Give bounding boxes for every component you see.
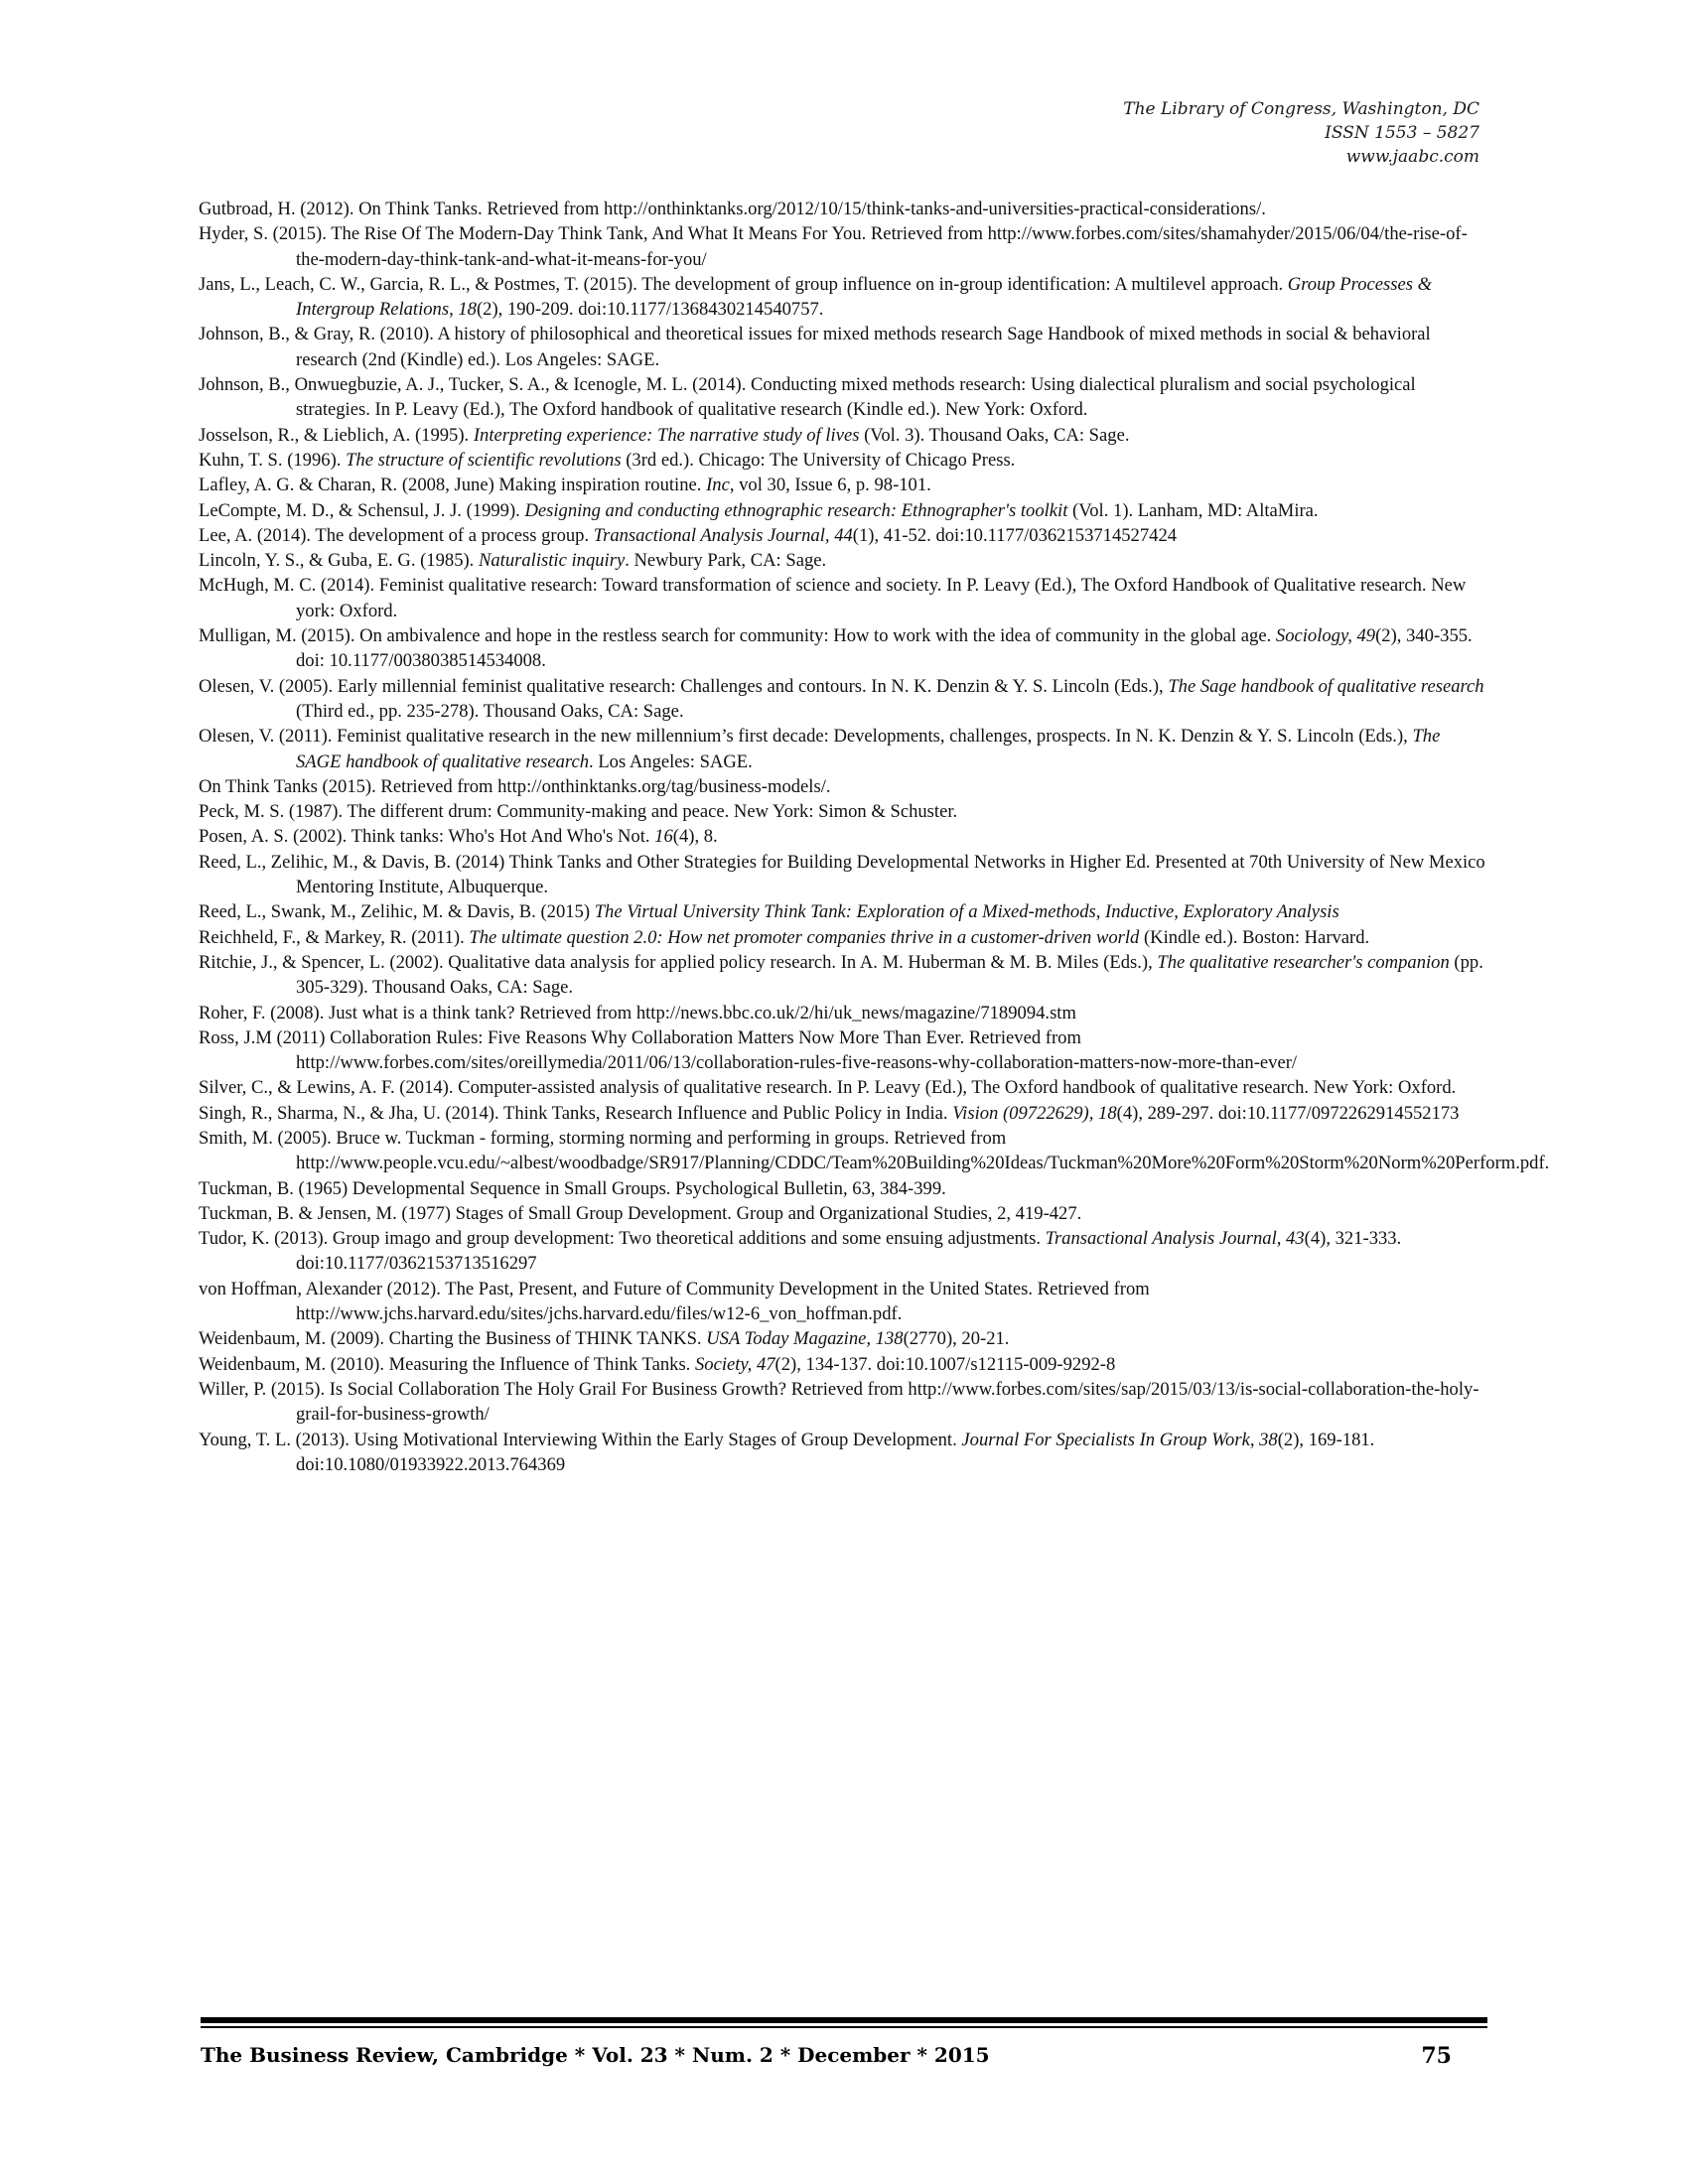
reference-text-segment: Lincoln, Y. S., & Guba, E. G. (1985). [199, 550, 479, 572]
footer-journal-citation: The Business Review, Cambridge * Vol. 23 * Num. 2 * December * 2015 [201, 2043, 990, 2067]
reference-entry [199, 950, 1489, 1001]
reference-text-segment: (1), 41-52. doi:10.1177/0362153714527424 [852, 524, 1178, 546]
reference-text-segment: (2), 190-209. doi:10.1177/1368430214540757. [476, 299, 824, 321]
reference-italic-segment: Society, 47 [694, 1353, 775, 1375]
reference-entry [199, 1428, 1489, 1478]
reference-text-segment: (2), 169-181. doi:10.1080/01933922.2013.764369 [296, 1429, 1375, 1475]
reference-text-segment: Posen, A. S. (2002). Think tanks: Who's Hot And Who's Not. [199, 826, 655, 848]
reference-text-segment: Lee, A. (2014). The development of a process group. [199, 524, 594, 546]
reference-italic-segment: Transactional Analysis Journal, 43 [1045, 1228, 1305, 1250]
reference-text-segment: (2), 134-137. doi:10.1007/s12115-009-9292-8 [774, 1353, 1116, 1375]
reference-entry [199, 423, 1489, 448]
reference-text-segment: Roher, F. (2008). Just what is a think tank? Retrieved from http://news.bbc.co.uk/2/hi/uk_news/magazine/7189094.stm [199, 1002, 1076, 1024]
reference-entry [199, 1001, 1489, 1025]
reference-text-segment: , vol 30, Issue 6, p. 98-101. [729, 475, 931, 496]
reference-entry [199, 1277, 1489, 1327]
reference-entry [199, 1101, 1489, 1126]
reference-italic-segment: Journal For Specialists In Group Work, 38 [961, 1429, 1278, 1450]
reference-text-segment: Tuckman, B. (1965) Developmental Sequence in Small Groups. Psychological Bulletin, 63, 384-399. [199, 1177, 946, 1199]
reference-text-segment: (Vol. 1). Lanham, MD: AltaMira. [1067, 499, 1319, 521]
reference-text-segment: Silver, C., & Lewins, A. F. (2014). Computer-assisted analysis of qualitative research. In P. Leavy (Ed.), The Oxford handbook of qualitative research. New York: Oxford. [199, 1077, 1457, 1099]
reference-italic-segment: The Sage handbook of qualitative research [1168, 675, 1484, 697]
reference-entry [199, 623, 1489, 674]
reference-entry [199, 1326, 1489, 1351]
reference-text-segment: Peck, M. S. (1987). The different drum: Community-making and peace. New York: Simon & Schuster. [199, 801, 958, 823]
reference-italic-segment: The SAGE handbook of qualitative research [296, 726, 1441, 772]
reference-text-segment: Johnson, B., Onwuegbuzie, A. J., Tucker, S. A., & Icenogle, M. L. (2014). Conducting mixed methods research: Using dialectical pluralism and social psychological strategies. In P. Leavy (Ed.), The Oxford handbook of qualitative research (Kindle ed.). New York: Oxford. [199, 374, 1416, 421]
reference-text-segment: Olesen, V. (2005). Early millennial feminist qualitative research: Challenges and contours. In N. K. Denzin & Y. S. Lincoln (Eds.), [199, 675, 1169, 697]
reference-text-segment: (4), 8. [672, 826, 718, 848]
reference-entry [199, 1025, 1489, 1076]
reference-entry [199, 372, 1489, 423]
reference-entry [199, 1201, 1489, 1226]
reference-text-segment: Hyder, S. (2015). The Rise Of The Modern-Day Think Tank, And What It Means For You. Retrieved from http://www.forbes.com/sites/shamahyder/2015/06/04/the-rise-of-the-modern-day-think-tank-and-what-it-means-for-you/ [199, 223, 1468, 270]
reference-text-segment: Weidenbaum, M. (2010). Measuring the Influence of Think Tanks. [199, 1353, 695, 1375]
reference-italic-segment: Vision (09722629), 18 [952, 1102, 1117, 1124]
reference-entry [199, 850, 1489, 900]
reference-text-segment: (Kindle ed.). Boston: Harvard. [1139, 926, 1370, 948]
reference-entry [199, 724, 1489, 774]
reference-italic-segment: Naturalistic inquiry [478, 550, 626, 572]
reference-entry [199, 523, 1489, 548]
reference-text-segment: Gutbroad, H. (2012). On Think Tanks. Retrieved from http://onthinktanks.org/2012/10/15/think-tanks-and-universities-practical-considerations/. [199, 199, 1266, 219]
reference-text-segment: (Vol. 3). Thousand Oaks, CA: Sage. [859, 424, 1130, 446]
reference-italic-segment: The ultimate question 2.0: How net promoter companies thrive in a customer-driven world [469, 926, 1140, 948]
reference-italic-segment: The Virtual University Think Tank: Exploration of a Mixed-methods, Inductive, Exploratory Analysis [594, 901, 1339, 923]
reference-entry [199, 498, 1489, 523]
reference-entry [199, 1352, 1489, 1377]
reference-text-segment: (2), 340-355. doi: 10.1177/0038038514534008. [296, 625, 1473, 672]
reference-entry [199, 899, 1489, 924]
reference-text-segment: Josselson, R., & Lieblich, A. (1995). [199, 424, 474, 446]
reference-italic-segment: Interpreting experience: The narrative study of lives [473, 424, 860, 446]
reference-text-segment: Olesen, V. (2011). Feminist qualitative research in the new millennium’s first decade: Developments, challenges, prospects. In N. K. Denzin & Y. S. Lincoln (Eds.), [199, 726, 1413, 748]
reference-entry [199, 221, 1489, 272]
reference-text-segment: Singh, R., Sharma, N., & Jha, U. (2014). Think Tanks, Research Influence and Public Policy in India. [199, 1102, 953, 1124]
reference-text-segment: Weidenbaum, M. (2009). Charting the Business of THINK TANKS. [199, 1328, 707, 1350]
reference-text-segment: Johnson, B., & Gray, R. (2010). A history of philosophical and theoretical issues for mixed methods research Sage Handbook of mixed methods in social & behavioral research (2nd (Kindle) ed.). Los Angeles: SAGE. [199, 324, 1431, 370]
reference-text-segment: Reichheld, F., & Markey, R. (2011). [199, 926, 470, 948]
reference-italic-segment: The qualitative researcher's companion [1157, 951, 1450, 973]
reference-italic-segment: Inc [706, 475, 730, 496]
reference-entry [199, 799, 1489, 824]
reference-text-segment: (Third ed., pp. 235-278). Thousand Oaks, CA: Sage. [296, 700, 684, 722]
reference-italic-segment: 16 [654, 826, 673, 848]
footer-rule-thick [201, 2017, 1487, 2023]
reference-text-segment: Kuhn, T. S. (1996). [199, 449, 347, 471]
reference-entry [199, 925, 1489, 950]
reference-text-segment: On Think Tanks (2015). Retrieved from http://onthinktanks.org/tag/business-models/. [199, 775, 831, 797]
reference-entry [199, 272, 1489, 323]
reference-text-segment: (4), 289-297. doi:10.1177/0972262914552173 [1116, 1102, 1460, 1124]
reference-entry [199, 1075, 1489, 1100]
reference-italic-segment: Sociology, 49 [1275, 625, 1376, 647]
running-header [1123, 97, 1479, 169]
reference-entry [199, 573, 1489, 623]
reference-text-segment: McHugh, M. C. (2014). Feminist qualitative research: Toward transformation of science and society. In P. Leavy (Ed.), The Oxford Handbook of Qualitative research. New york: Oxford. [199, 575, 1467, 621]
reference-entry [199, 473, 1489, 497]
reference-text-segment: Mulligan, M. (2015). On ambivalence and hope in the restless search for community: How to work with the idea of community in the global age. [199, 625, 1276, 647]
reference-text-segment: Lafley, A. G. & Charan, R. (2008, June) Making inspiration routine. [199, 475, 707, 496]
reference-text-segment: Ross, J.M (2011) Collaboration Rules: Five Reasons Why Collaboration Matters Now More Than Ever. Retrieved from http://www.forbes.com/sites/oreillymedia/2011/06/13/collaboration-rules-five-reasons-why-collaboration-matters-now-more-than-ever/ [199, 1026, 1298, 1074]
reference-text-segment: Smith, M. (2005). Bruce w. Tuckman - forming, storming norming and performing in groups. Retrieved from http://www.people.vcu.edu/~albest/woodbadge/SR917/Planning/CDDC/Team%20Building%20Ideas/Tuckman%20More%20Form%20Storm%20Norm%20Perform.pdf. [199, 1127, 1550, 1174]
reference-text-segment: Young, T. L. (2013). Using Motivational Interviewing Within the Early Stages of Group Development. [199, 1429, 962, 1450]
reference-text-segment: (3rd ed.). Chicago: The University of Chicago Press. [621, 449, 1016, 471]
reference-entry [199, 674, 1489, 725]
reference-text-segment: Reed, L., Zelihic, M., & Davis, B. (2014) Think Tanks and Other Strategies for Building Developmental Networks in Higher Ed. Presented at 70th University of New Mexico Mentoring Institute, Albuquerque. [199, 851, 1485, 898]
reference-entry [199, 774, 1489, 799]
reference-entry [199, 1377, 1489, 1428]
reference-entry [199, 1226, 1489, 1277]
reference-entry [199, 824, 1489, 849]
footer-rule-thin [201, 2026, 1487, 2028]
reference-entry [199, 548, 1489, 573]
reference-text-segment: . Los Angeles: SAGE. [589, 751, 753, 772]
reference-italic-segment: Designing and conducting ethnographic research: Ethnographer's toolkit [524, 499, 1068, 521]
reference-entry [199, 1126, 1550, 1176]
reference-text-segment: LeCompte, M. D., & Schensul, J. J. (1999). [199, 499, 525, 521]
reference-entry [199, 197, 1489, 221]
reference-text-segment: Tudor, K. (2013). Group imago and group development: Two theoretical additions and some ensuing adjustments. [199, 1228, 1046, 1250]
reference-italic-segment: USA Today Magazine, 138 [706, 1328, 904, 1350]
page-number: 75 [1421, 2043, 1452, 2069]
reference-text-segment: Jans, L., Leach, C. W., Garcia, R. L., & Postmes, T. (2015). The development of group influence on in-group identification: A multilevel approach. [199, 273, 1288, 295]
reference-text-segment: (pp. 305-329). Thousand Oaks, CA: Sage. [296, 951, 1483, 999]
reference-text-segment: von Hoffman, Alexander (2012). The Past, Present, and Future of Community Development in the United States. Retrieved from http://www.jchs.harvard.edu/sites/jchs.harvard.edu/files/w12-6_von_hoffman.pdf. [199, 1278, 1150, 1325]
reference-entry [199, 1176, 1489, 1201]
reference-entry [199, 448, 1489, 473]
reference-text-segment: (4), 321-333. doi:10.1177/0362153713516297 [296, 1228, 1402, 1275]
header-library-line: The Library of Congress, Washington, DC [1123, 99, 1479, 119]
reference-text-segment: . Newbury Park, CA: Sage. [625, 550, 827, 572]
reference-text-segment: (2770), 20-21. [903, 1328, 1010, 1350]
reference-italic-segment: Group Processes & Intergroup Relations, 18 [296, 273, 1433, 321]
reference-list [199, 197, 1550, 1477]
reference-italic-segment: Transactional Analysis Journal, 44 [593, 524, 853, 546]
reference-text-segment: Tuckman, B. & Jensen, M. (1977) Stages of Small Group Development. Group and Organizational Studies, 2, 419-427. [199, 1202, 1082, 1224]
reference-text-segment: Reed, L., Swank, M., Zelihic, M. & Davis, B. (2015) [199, 901, 595, 923]
header-website-line: www.jaabc.com [1345, 147, 1479, 167]
header-issn-line: ISSN 1553 – 5827 [1325, 123, 1479, 143]
reference-entry [199, 322, 1489, 372]
reference-text-segment: Willer, P. (2015). Is Social Collaboration The Holy Grail For Business Growth? Retrieved from http://www.forbes.com/sites/sap/2015/03/13/is-social-collaboration-the-holy-grail-for-business-growth/ [199, 1378, 1479, 1426]
reference-text-segment: Ritchie, J., & Spencer, L. (2002). Qualitative data analysis for applied policy research. In A. M. Huberman & M. B. Miles (Eds.), [199, 951, 1158, 973]
reference-italic-segment: The structure of scientific revolutions [346, 449, 622, 471]
